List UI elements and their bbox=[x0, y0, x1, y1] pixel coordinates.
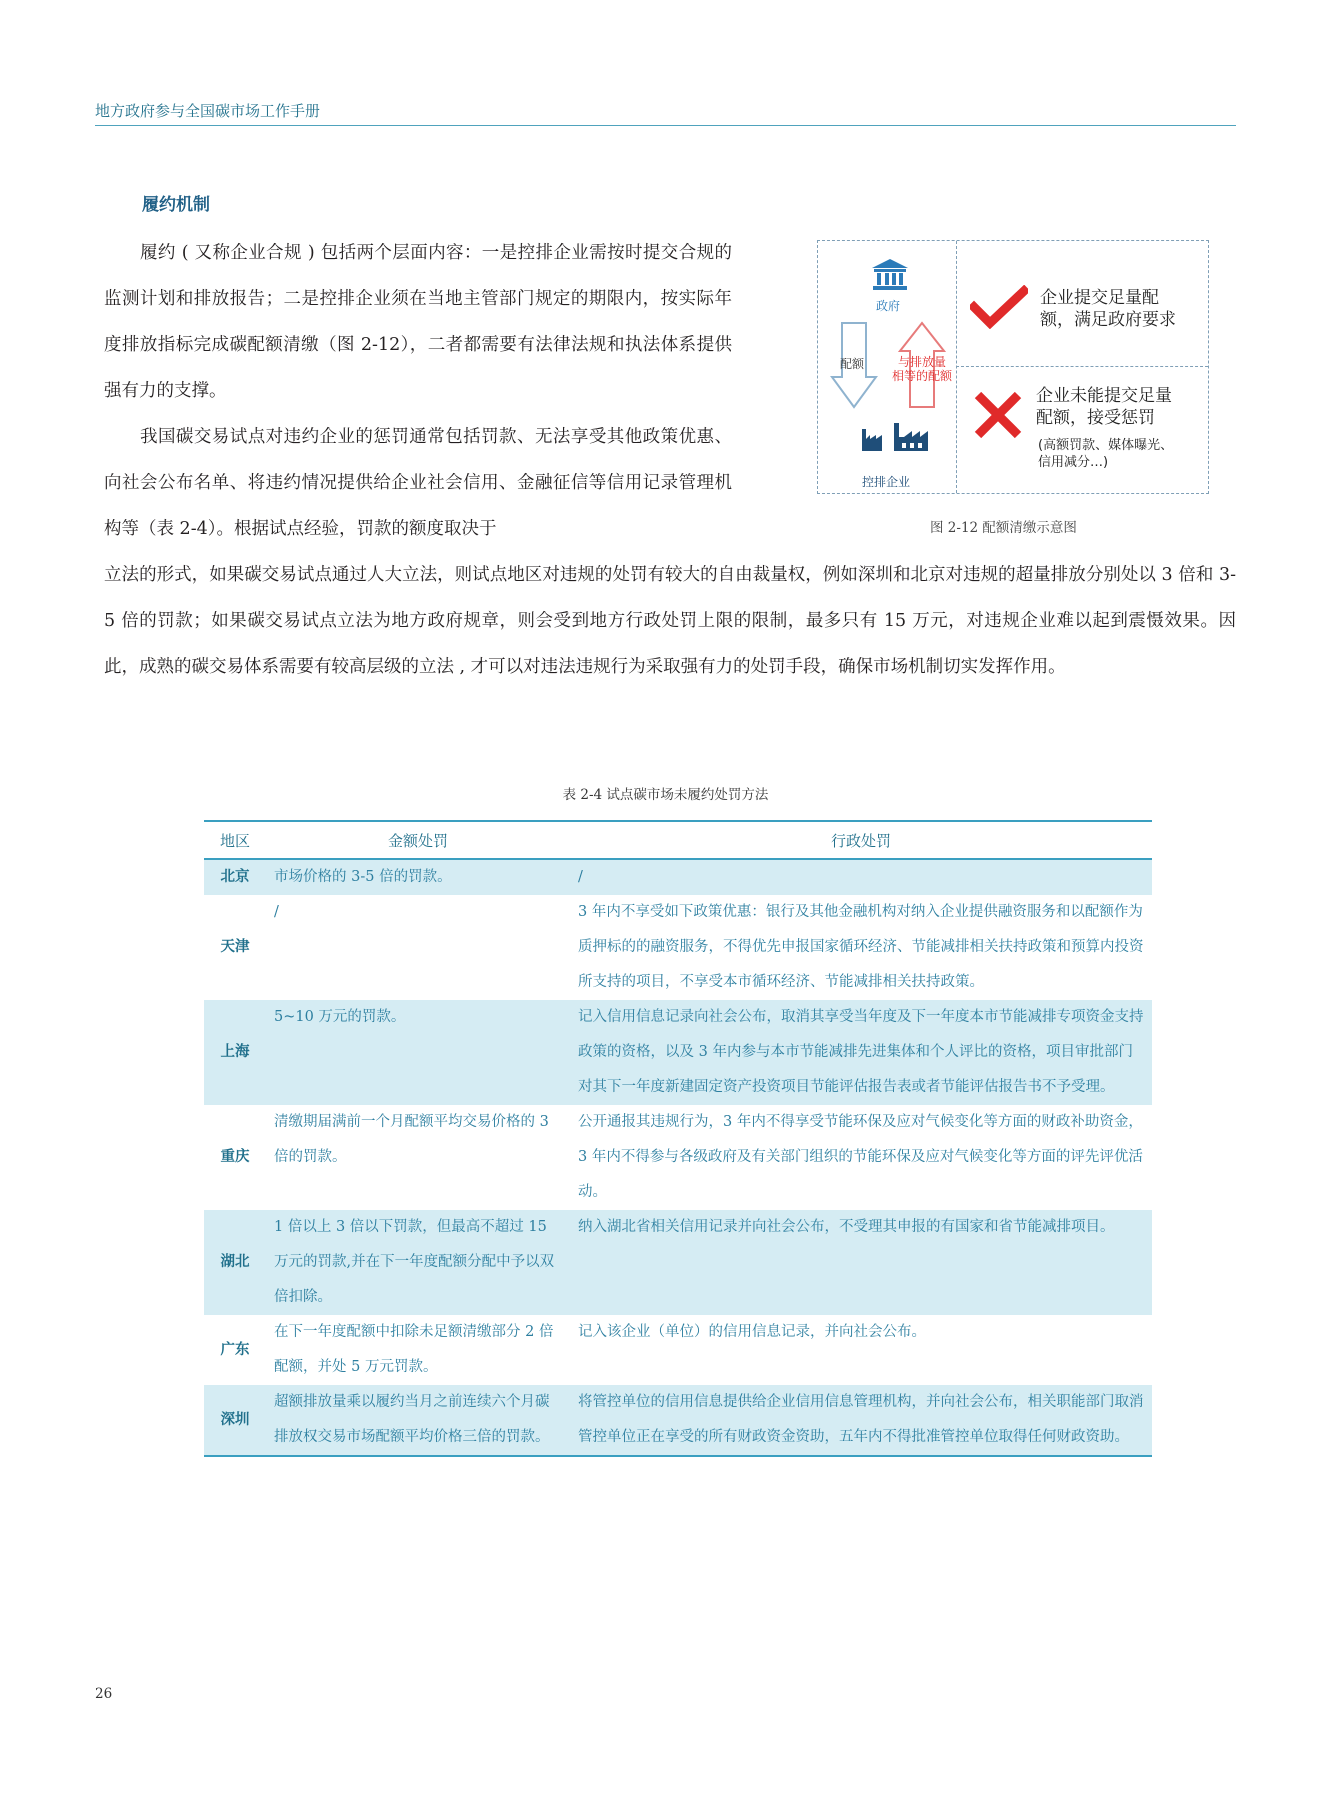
region-cell: 天津 bbox=[220, 939, 250, 955]
page-number: 26 bbox=[95, 1686, 113, 1702]
table-row bbox=[204, 1210, 1152, 1315]
region-cell: 广东 bbox=[220, 1341, 250, 1358]
factory-icon bbox=[860, 419, 930, 453]
table-row bbox=[204, 1105, 1152, 1210]
header-fine: 金额处罚 bbox=[266, 821, 570, 859]
region-cell: 北京 bbox=[204, 859, 266, 895]
government-label: 政府 bbox=[876, 299, 901, 313]
noncompliant-text bbox=[1036, 385, 1172, 429]
figure-caption: 图 2-12 配额清缴示意图 bbox=[930, 520, 1077, 536]
table-caption: 表 2-4 试点碳市场未履约处罚方法 bbox=[562, 787, 769, 803]
fine-cell: 市场价格的 3-5 倍的罚款。 bbox=[266, 859, 570, 895]
checkmark-icon bbox=[970, 285, 1028, 329]
table-row bbox=[204, 1315, 1152, 1385]
equal-allowance-label bbox=[888, 355, 956, 383]
allowance-surrender-figure bbox=[817, 240, 1209, 494]
table-row bbox=[204, 1000, 1152, 1105]
figure-divider-horizontal bbox=[956, 366, 1208, 367]
admin-cell: 公开通报其违规行为，3 年内不得享受节能环保及应对气候变化等方面的财政补助资金，3 年内不得参与各级政府及有关部门组织的节能环保及应对气候变化等方面的评先评优活动。 bbox=[578, 1114, 1143, 1200]
enterprise-label: 控排企业 bbox=[862, 475, 911, 489]
paragraph-3: 立法的形式，如果碳交易试点通过人大立法，则试点地区对违规的处罚有较大的自由裁量权，例如深圳和北京对违规的超量排放分别处以 3 倍和 3-5 倍的罚款；如果碳交易试点立法为地方政府规章，则会受到地方行政处罚上限的限制，最多只有 15 万元，对违规企业难以起到震慑效果。因此，成熟的碳交易体系需要有较高层级的立法 , 才可以对违法违规行为采取强有力的处罚手段，确保市场机制切实发挥作用。 bbox=[104, 565, 1236, 677]
table-row bbox=[204, 859, 1152, 895]
figure-divider-vertical bbox=[956, 241, 957, 493]
fine-cell: 清缴期届满前一个月配额平均交易价格的 3 倍的罚款。 bbox=[274, 1114, 549, 1165]
admin-cell: / bbox=[570, 859, 1152, 895]
header-region: 地区 bbox=[204, 821, 266, 859]
admin-cell: 记入信用信息记录向社会公布，取消其享受当年度及下一年度本市节能减排专项资金支持政策的资格，以及 3 年内参与本市节能减排先进集体和个人评比的资格，项目审批部门对其下一年度新建固定资产投资项目节能评估报告表或者节能评估报告书不予受理。 bbox=[570, 1000, 1152, 1105]
equal-label-line1: 与排放量 bbox=[897, 355, 946, 369]
header-divider bbox=[95, 125, 1236, 126]
fine-cell: 5~10 万元的罚款。 bbox=[266, 1000, 570, 1105]
table-row bbox=[204, 895, 1152, 1000]
region-cell: 上海 bbox=[204, 1000, 266, 1105]
region-cell: 湖北 bbox=[204, 1210, 266, 1315]
section-heading: 履约机制 bbox=[142, 195, 210, 215]
paragraph-2: 我国碳交易试点对违约企业的惩罚通常包括罚款、无法享受其他政策优惠、向社会公布名单、将违约情况提供给企业社会信用、金融征信等信用记录管理机构等（表 2-4）。根据试点经验，罚款的额度取决于 bbox=[104, 427, 732, 539]
penalty-line1: (高额罚款、媒体曝光、 bbox=[1038, 438, 1174, 453]
admin-cell: 记入该企业（单位）的信用信息记录，并向社会公布。 bbox=[578, 1324, 926, 1340]
noncompliant-line2: 配额，接受惩罚 bbox=[1036, 408, 1155, 428]
fine-cell: 在下一年度配额中扣除未足额清缴部分 2 倍配额，并处 5 万元罚款。 bbox=[274, 1324, 554, 1375]
compliant-text bbox=[1040, 287, 1176, 331]
government-building-icon bbox=[870, 257, 910, 293]
allowance-label: 配额 bbox=[840, 357, 865, 371]
compliant-line1: 企业提交足量配 bbox=[1040, 288, 1159, 308]
penalty-text bbox=[1038, 437, 1173, 471]
fine-cell: 超额排放量乘以履约当月之前连续六个月碳排放权交易市场配额平均价格三倍的罚款。 bbox=[266, 1385, 570, 1456]
fine-cell: / bbox=[274, 904, 279, 920]
fine-cell: 1 倍以上 3 倍以下罚款，但最高不超过 15 万元的罚款,并在下一年度配额分配中予以双倍扣除。 bbox=[266, 1210, 570, 1315]
noncompliant-line1: 企业未能提交足量 bbox=[1036, 386, 1172, 406]
admin-cell: 将管控单位的信用信息提供给企业信用信息管理机构，并向社会公布，相关职能部门取消管控单位正在享受的所有财政资金资助，五年内不得批准管控单位取得任何财政资助。 bbox=[570, 1385, 1152, 1456]
admin-cell: 3 年内不享受如下政策优惠：银行及其他金融机构对纳入企业提供融资服务和以配额作为质押标的的融资服务，不得优先申报国家循环经济、节能减排相关扶持政策和预算内投资所支持的项目，不享受本市循环经济、节能减排相关扶持政策。 bbox=[578, 904, 1144, 990]
region-cell: 深圳 bbox=[204, 1385, 266, 1456]
running-header: 地方政府参与全国碳市场工作手册 bbox=[95, 102, 321, 120]
admin-cell: 纳入湖北省相关信用记录并向社会公布，不受理其申报的有国家和省节能减排项目。 bbox=[570, 1210, 1152, 1315]
table-header-row bbox=[204, 821, 1152, 859]
paragraph-1: 履约 ( 又称企业合规 ) 包括两个层面内容：一是控排企业需按时提交合规的监测计划和排放报告；二是控排企业须在当地主管部门规定的期限内，按实际年度排放指标完成碳配额清缴（图 2-12），二者都需要有法律法规和执法体系提供强有力的支撑。 bbox=[104, 243, 732, 401]
penalty-line2: 信用减分…) bbox=[1038, 455, 1109, 470]
equal-label-line2: 相等的配额 bbox=[891, 369, 952, 383]
compliant-line2: 额，满足政府要求 bbox=[1040, 310, 1176, 330]
table-row bbox=[204, 1385, 1152, 1456]
region-cell: 重庆 bbox=[220, 1149, 250, 1165]
penalty-table bbox=[204, 820, 1152, 1457]
header-admin: 行政处罚 bbox=[570, 821, 1152, 859]
cross-icon bbox=[972, 389, 1024, 441]
